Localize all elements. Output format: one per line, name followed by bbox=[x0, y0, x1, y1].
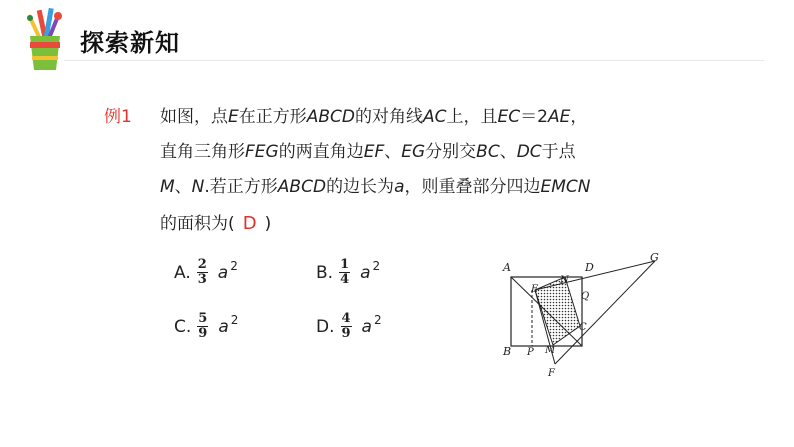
frame-left bbox=[0, 0, 14, 447]
pencil-cup-icon bbox=[18, 6, 72, 76]
label-q: Q bbox=[581, 291, 590, 302]
problem-line-1: 如图，点E在正方形ABCD的对角线AC上，且EC＝2AE， bbox=[160, 107, 588, 127]
problem-line-3: M、N.若正方形ABCD的边长为a，则重叠部分四边EMCN bbox=[160, 177, 591, 197]
fraction: $\frac{5}{9}$ bbox=[198, 311, 208, 341]
option-a[interactable]: A. $\frac{2}{3}$ a 2 bbox=[174, 257, 238, 287]
fraction: $\frac{2}{3}$ bbox=[197, 257, 207, 287]
frame-top bbox=[0, 0, 794, 18]
frame-bottom bbox=[0, 433, 794, 447]
label-f: F bbox=[548, 368, 555, 379]
label-g: G bbox=[650, 251, 659, 264]
geometry-figure bbox=[495, 247, 675, 387]
label-c: C bbox=[579, 322, 587, 333]
option-c[interactable]: C. $\frac{5}{9}$ a 2 bbox=[174, 311, 239, 341]
label-p: P bbox=[527, 347, 534, 358]
label-d: D bbox=[585, 261, 594, 274]
fraction: $\frac{4}{9}$ bbox=[341, 311, 351, 341]
option-b[interactable]: B. $\frac{1}{4}$ a 2 bbox=[316, 257, 381, 287]
label-b: B bbox=[503, 345, 512, 358]
header-divider bbox=[64, 60, 764, 61]
problem-line-2: 直角三角形FEG的两直角边EF、EG分别交BC、DC于点 bbox=[160, 142, 576, 162]
label-m: M bbox=[545, 345, 556, 356]
answer-text: D bbox=[242, 213, 257, 234]
option-d[interactable]: D. $\frac{4}{9}$ a 2 bbox=[316, 311, 382, 341]
example-label: 例1 bbox=[104, 107, 132, 127]
label-n: N bbox=[560, 275, 569, 286]
problem-line-4: 的面积为( D ) bbox=[160, 206, 271, 242]
label-e: E bbox=[531, 284, 539, 295]
fraction: $\frac{1}{4}$ bbox=[340, 257, 350, 287]
shaded-region-emcn bbox=[535, 277, 580, 345]
section-title: 探索新知 bbox=[80, 29, 180, 57]
label-a: A bbox=[503, 261, 511, 274]
segment-eg bbox=[535, 261, 655, 290]
